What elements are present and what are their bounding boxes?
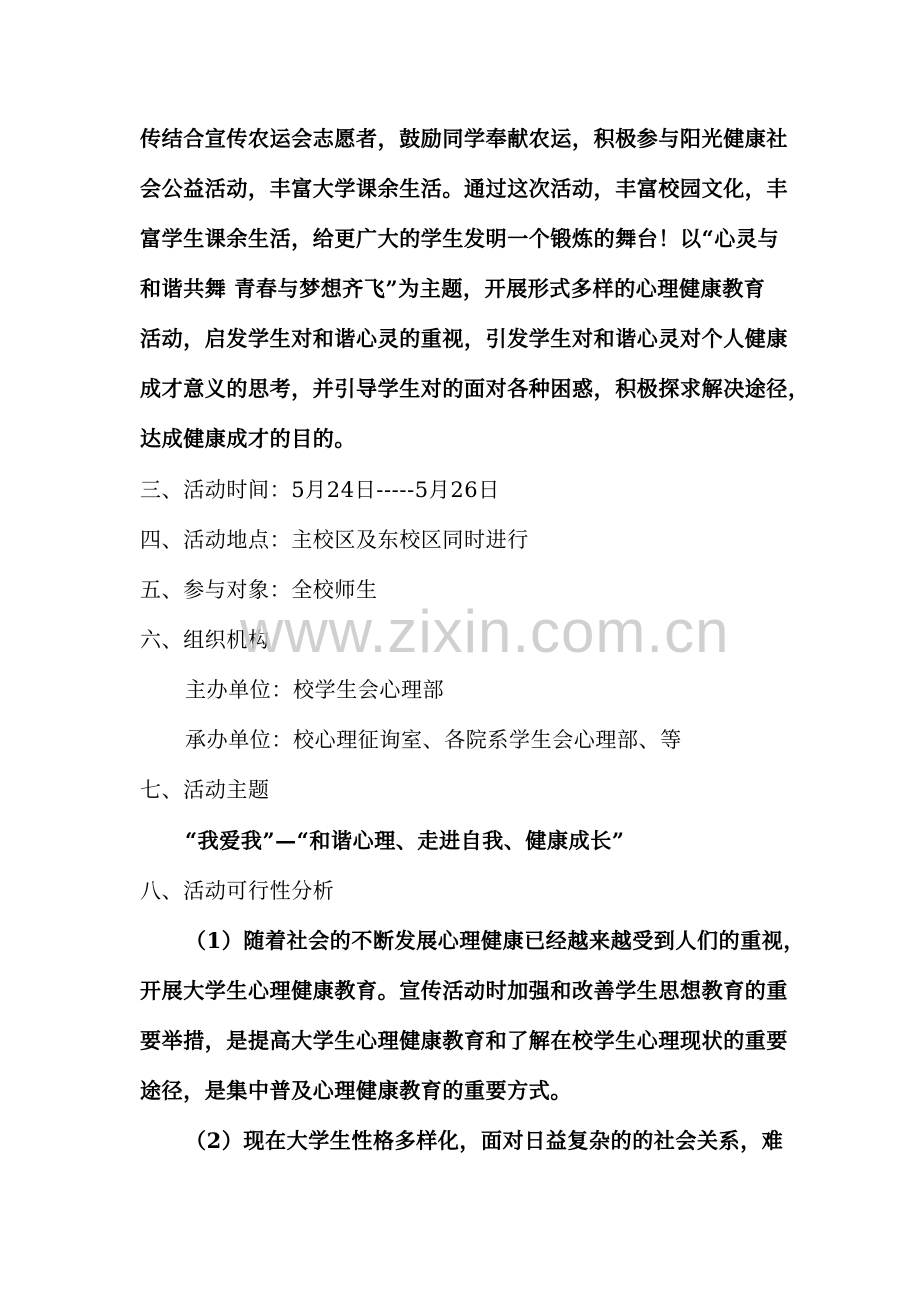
intro-line-1: 传结合宣传农运会志愿者，鼓励同学奉献农运，积极参与阳光健康社: [140, 126, 788, 151]
watermark-text: www.zixin.com.cn: [240, 598, 730, 665]
para1-line-3: 要举措，是提高大学生心理健康教育和了解在校学生心理现状的重要: [140, 1028, 788, 1053]
section-organization: 六、组织机构: [140, 628, 270, 652]
section-participants: 五、参与对象：全校师生: [140, 578, 378, 602]
section-activity-time: 三、活动时间：5月24日-----5月26日: [140, 478, 500, 502]
para1-line-4: 途径，是集中普及心理健康教育的重要方式。: [140, 1078, 572, 1103]
co-organizer-line: 承办单位：校心理征询室、各院系学生会心理部、等: [185, 728, 682, 752]
theme-line: “我爱我”—“和谐心理、走进自我、健康成长”: [185, 828, 625, 853]
section-feasibility: 八、活动可行性分析: [140, 879, 335, 903]
organizer-line: 主办单位：校学生会心理部: [185, 678, 445, 702]
section-activity-location: 四、活动地点：主校区及东校区同时进行: [140, 528, 529, 552]
intro-line-4: 和谐共舞 青春与梦想齐飞”为主题，开展形式多样的心理健康教育: [140, 276, 766, 301]
intro-line-2: 会公益活动，丰富大学课余生活。通过这次活动，丰富校园文化，丰: [140, 176, 788, 201]
para1-line-1: （1）随着社会的不断发展心理健康已经越来越受到人们的重视，: [185, 928, 806, 953]
intro-line-5: 活动，启发学生对和谐心灵的重视，引发学生对和谐心灵对个人健康: [140, 326, 788, 351]
para2-line-1: （2）现在大学生性格多样化，面对日益复杂的的社会关系，难: [185, 1128, 784, 1153]
intro-line-6: 成才意义的思考，并引导学生对的面对各种困惑，积极探求解决途径，: [140, 376, 810, 401]
section-theme: 七、活动主题: [140, 778, 270, 802]
para1-line-2: 开展大学生心理健康教育。宣传活动时加强和改善学生思想教育的重: [140, 978, 788, 1003]
intro-line-7: 达成健康成才的目的。: [140, 426, 356, 451]
intro-line-3: 富学生课余生活，给更广大的学生发明一个锻炼的舞台！以“心灵与: [140, 226, 780, 251]
